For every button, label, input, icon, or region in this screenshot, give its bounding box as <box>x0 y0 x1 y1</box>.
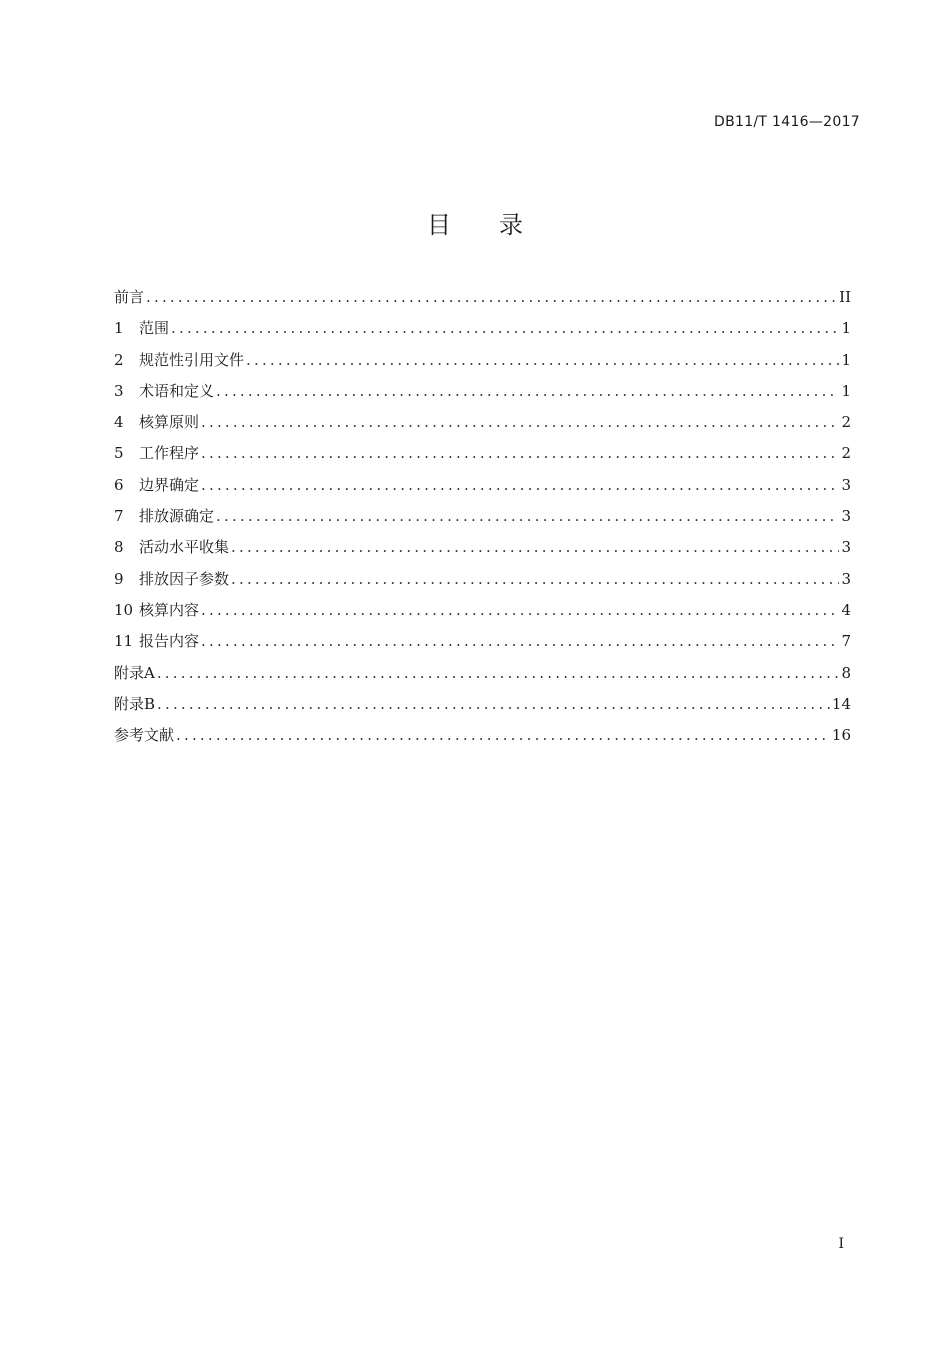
toc-leader-dots <box>201 601 839 619</box>
toc-entry-label: 排放源确定 <box>139 507 215 526</box>
toc-leader-dots <box>201 413 839 431</box>
toc-entry-label: 工作程序 <box>139 444 200 463</box>
toc-entry-page: 1 <box>841 350 851 369</box>
toc-entry-number: 4 <box>114 413 124 432</box>
toc-entry-label: 附录A <box>114 663 155 682</box>
toc-entry-label: 附录B <box>114 694 156 713</box>
toc-entry-number: 6 <box>114 475 124 494</box>
toc-entry-label: 活动水平收集 <box>139 538 230 557</box>
title-char-2: 录 <box>499 211 523 239</box>
toc-entry-label: 边界确定 <box>139 475 200 494</box>
toc-entry-appendix-a[interactable] <box>114 662 851 693</box>
toc-entry-8[interactable] <box>114 536 851 567</box>
toc-leader-dots <box>171 319 839 337</box>
toc-entry-number: 11 <box>114 632 134 651</box>
toc-entry-11[interactable] <box>114 630 851 661</box>
toc-entry-appendix-b[interactable] <box>114 693 851 724</box>
toc-entry-label: 前言 <box>114 288 145 306</box>
toc-leader-dots <box>246 351 839 369</box>
toc-entry-page: 1 <box>841 319 851 338</box>
toc-entry-page: 7 <box>841 632 851 651</box>
toc-entry-5[interactable] <box>114 442 851 473</box>
toc-entry-3[interactable] <box>114 380 851 411</box>
toc-entry-number: 5 <box>114 444 124 463</box>
page-title <box>0 205 950 240</box>
toc-entry-page: 2 <box>841 413 851 432</box>
toc-leader-dots <box>176 726 830 744</box>
title-char-1: 目 <box>427 211 451 239</box>
toc-entry-number: 1 <box>114 319 124 338</box>
toc-leader-dots <box>157 664 840 682</box>
toc-entry-page: 1 <box>841 381 851 400</box>
toc-entry-6[interactable] <box>114 474 851 505</box>
toc-leader-dots <box>146 288 837 306</box>
toc-entry-label: 核算原则 <box>139 413 200 432</box>
document-code: DB11/T 1416—2017 <box>714 114 860 130</box>
toc-entry-references[interactable] <box>114 724 851 755</box>
toc-entry-label: 排放因子参数 <box>139 569 230 588</box>
toc-entry-foreword[interactable] <box>114 286 851 317</box>
toc-entry-page: 2 <box>841 444 851 463</box>
toc-entry-number: 2 <box>114 350 124 369</box>
toc-entry-page: 4 <box>841 600 851 619</box>
toc-entry-label: 范围 <box>139 319 170 338</box>
toc-leader-dots <box>201 444 839 462</box>
toc-entry-2[interactable] <box>114 349 851 380</box>
toc-entry-4[interactable] <box>114 411 851 442</box>
toc-entry-label: 术语和定义 <box>139 381 215 400</box>
toc-entry-page: 8 <box>841 663 851 682</box>
toc-entry-number: 7 <box>114 507 124 526</box>
toc-entry-label: 报告内容 <box>139 632 200 651</box>
toc-entry-number: 8 <box>114 538 124 557</box>
page-number: I <box>838 1236 844 1252</box>
toc-entry-page: 14 <box>831 694 851 713</box>
toc-entry-number: 10 <box>114 600 134 619</box>
toc-leader-dots <box>231 570 839 588</box>
toc-entry-page: 3 <box>841 538 851 557</box>
toc-entry-number: 3 <box>114 381 124 400</box>
toc-entry-label: 参考文献 <box>114 726 175 745</box>
toc-leader-dots <box>201 476 839 494</box>
toc-entry-page: 16 <box>831 726 851 745</box>
toc-entry-label: 核算内容 <box>139 600 200 619</box>
toc-entry-10[interactable] <box>114 599 851 630</box>
toc-entry-7[interactable] <box>114 505 851 536</box>
toc-entry-page: 3 <box>841 507 851 526</box>
toc-entry-number: 9 <box>114 569 124 588</box>
table-of-contents <box>114 286 851 755</box>
toc-leader-dots <box>216 507 839 525</box>
toc-entry-page: 3 <box>841 569 851 588</box>
toc-entry-page: II <box>839 288 851 306</box>
toc-leader-dots <box>231 538 839 556</box>
toc-leader-dots <box>216 382 839 400</box>
toc-entry-1[interactable] <box>114 317 851 348</box>
toc-entry-label: 规范性引用文件 <box>139 350 245 369</box>
toc-entry-page: 3 <box>841 475 851 494</box>
toc-entry-9[interactable] <box>114 568 851 599</box>
toc-leader-dots <box>201 632 839 650</box>
toc-leader-dots <box>157 695 830 713</box>
